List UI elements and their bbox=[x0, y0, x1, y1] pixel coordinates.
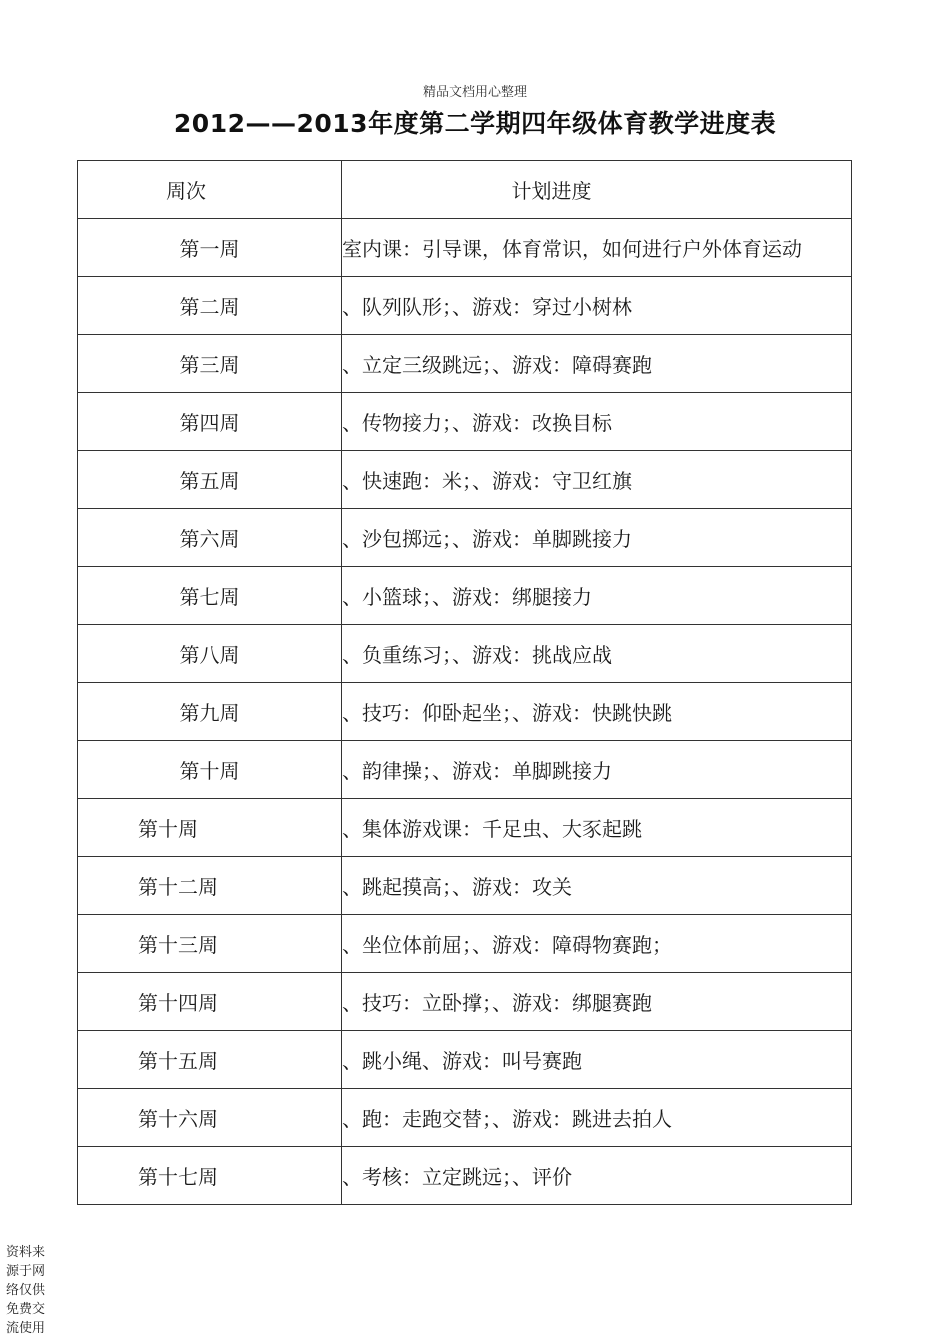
plan-cell: 、传物接力；、游戏：改换目标 bbox=[342, 393, 852, 451]
week-cell: 第十五周 bbox=[78, 1031, 342, 1089]
week-cell: 第十二周 bbox=[78, 857, 342, 915]
table-row bbox=[78, 973, 852, 1031]
week-cell: 第九周 bbox=[78, 683, 342, 741]
week-cell: 第十六周 bbox=[78, 1089, 342, 1147]
table-row bbox=[78, 1031, 852, 1089]
plan-cell: 、考核：立定跳远；、评价 bbox=[342, 1147, 852, 1205]
week-cell: 第十四周 bbox=[78, 973, 342, 1031]
header-plan: 计划进度 bbox=[342, 161, 852, 219]
plan-cell: 、技巧：仰卧起坐；、游戏：快跳快跳 bbox=[342, 683, 852, 741]
week-cell: 第五周 bbox=[78, 451, 342, 509]
week-cell: 第十周 bbox=[78, 741, 342, 799]
table-row bbox=[78, 683, 852, 741]
week-cell: 第六周 bbox=[78, 509, 342, 567]
table-row bbox=[78, 335, 852, 393]
table-row bbox=[78, 857, 852, 915]
table-row bbox=[78, 741, 852, 799]
week-cell: 第十七周 bbox=[78, 1147, 342, 1205]
plan-cell: 、韵律操；、游戏：单脚跳接力 bbox=[342, 741, 852, 799]
plan-cell: 、沙包掷远；、游戏：单脚跳接力 bbox=[342, 509, 852, 567]
plan-cell: 室内课：引导课，体育常识，如何进行户外体育运动 bbox=[342, 219, 852, 277]
plan-cell: 、小篮球；、游戏：绑腿接力 bbox=[342, 567, 852, 625]
table-row bbox=[78, 915, 852, 973]
plan-cell: 、队列队形；、游戏：穿过小树林 bbox=[342, 277, 852, 335]
plan-cell: 、技巧：立卧撑；、游戏：绑腿赛跑 bbox=[342, 973, 852, 1031]
table-row bbox=[78, 219, 852, 277]
week-cell: 第十周 bbox=[78, 799, 342, 857]
plan-cell: 、跳小绳、游戏：叫号赛跑 bbox=[342, 1031, 852, 1089]
table-row bbox=[78, 567, 852, 625]
week-cell: 第四周 bbox=[78, 393, 342, 451]
footer-note: 资料来源于网络仅供免费交流使用 bbox=[6, 1245, 46, 1336]
plan-cell: 、立定三级跳远；、游戏：障碍赛跑 bbox=[342, 335, 852, 393]
week-cell: 第三周 bbox=[78, 335, 342, 393]
document-title: 2012——2013年度第二学期四年级体育教学进度表 bbox=[173, 109, 777, 138]
table-row bbox=[78, 799, 852, 857]
plan-cell: 、集体游戏课：千足虫、大豕起跳 bbox=[342, 799, 852, 857]
plan-cell: 、跑：走跑交替；、游戏：跳进去拍人 bbox=[342, 1089, 852, 1147]
table-row bbox=[78, 509, 852, 567]
schedule-table bbox=[77, 160, 852, 1205]
table-row bbox=[78, 1147, 852, 1205]
table-row bbox=[78, 277, 852, 335]
table-row bbox=[78, 1089, 852, 1147]
table-row bbox=[78, 393, 852, 451]
table-row bbox=[78, 451, 852, 509]
week-cell: 第一周 bbox=[78, 219, 342, 277]
table-row bbox=[78, 625, 852, 683]
plan-cell: 、坐位体前屈；、游戏：障碍物赛跑； bbox=[342, 915, 852, 973]
week-cell: 第二周 bbox=[78, 277, 342, 335]
plan-cell: 、快速跑：米；、游戏：守卫红旗 bbox=[342, 451, 852, 509]
week-cell: 第十三周 bbox=[78, 915, 342, 973]
header-note: 精品文档用心整理 bbox=[422, 85, 527, 100]
week-cell: 第八周 bbox=[78, 625, 342, 683]
table-header-row bbox=[78, 161, 852, 219]
plan-cell: 、负重练习；、游戏：挑战应战 bbox=[342, 625, 852, 683]
header-week: 周次 bbox=[78, 161, 342, 219]
week-cell: 第七周 bbox=[78, 567, 342, 625]
plan-cell: 、跳起摸高；、游戏：攻关 bbox=[342, 857, 852, 915]
